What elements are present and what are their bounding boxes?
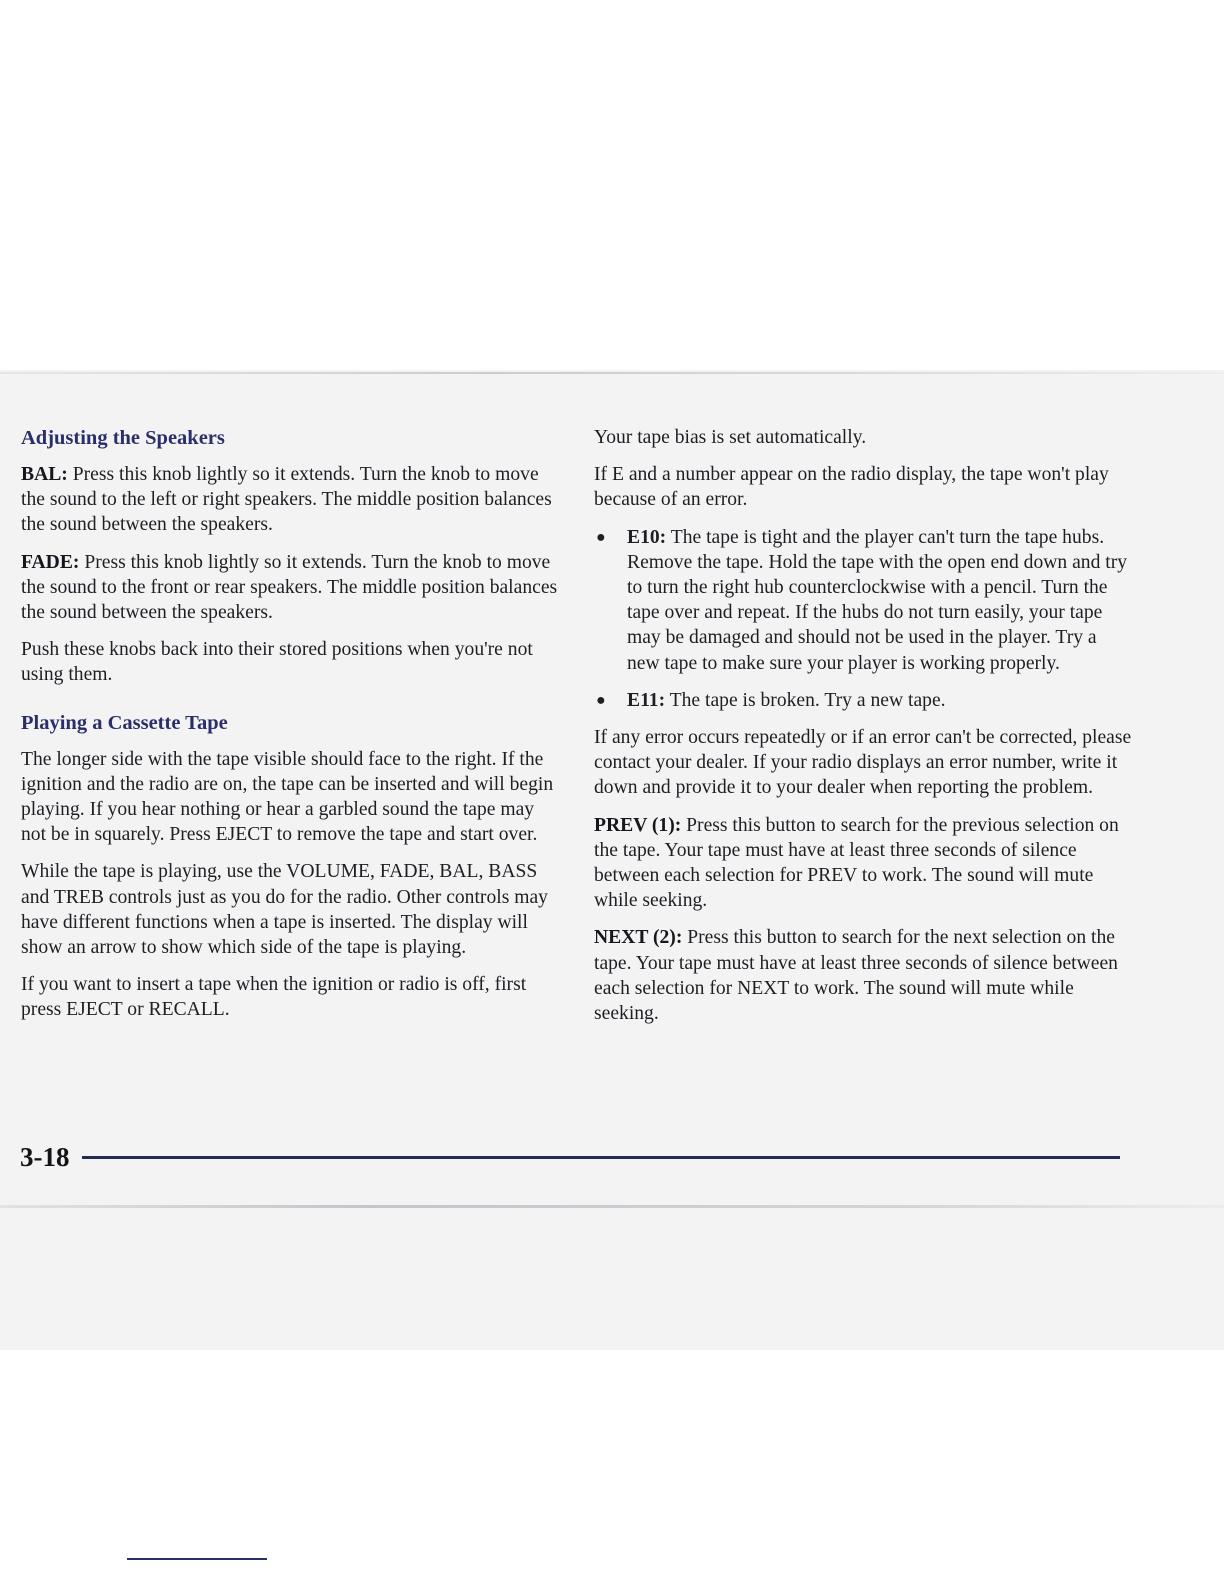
prev-text: Press this button to search for the previous selection on the tape. Your tape must have at least three seconds of silence between each selection for PREV to work. The sound will mute while seeking. [594,814,1119,912]
footer-rule [82,1156,1120,1159]
bal-paragraph [21,462,561,538]
bal-text: Press this knob lightly so it extends. Turn the knob to move the sound to the left or right speakers. The middle position balances the sound between the speakers. [21,464,552,536]
next-text: Press this button to search for the next selection on the tape. Your tape must have at least three seconds of silence between each selection for NEXT to work. The sound will mute while seeking. [594,927,1118,1025]
push-knobs-paragraph: Push these knobs back into their stored positions when you're not using them. [21,639,533,686]
error-text: The tape is broken. Try a new tape. [665,689,946,711]
error-list [594,525,1134,713]
stray-rule-line [127,1558,267,1560]
error-code: E11: [627,689,666,711]
tape-bias-paragraph: Your tape bias is set automatically. [594,427,867,448]
left-column [21,425,561,1035]
cassette-paragraph-2: While the tape is playing, use the VOLUME, FADE, BAL, BASS and TREB controls just as you do for the radio. Other controls may have different functions when a tape is inserted. The display will show an arrow to show which side of the tape is playing. [21,861,548,959]
bullet-icon: ● [596,691,606,709]
cassette-paragraph-1: The longer side with the tape visible should face to the right. If the ignition and the radio are on, the tape can be inserted and will begin playing. If you hear nothing or hear a garbled sound the tape may not be in squarely. Press EJECT to remove the tape and start over. [21,748,554,846]
error-code: E10: [627,526,667,548]
right-column [594,425,1134,1038]
fade-text: Press this knob lightly so it extends. Turn the knob to move the sound to the front or rear speakers. The middle position balances the sound between the speakers. [21,551,558,624]
error-text: The tape is tight and the player can't turn the tape hubs. Remove the tape. Hold the tape with the open end down and try to turn the right hub counterclockwise with a pencil. Turn the tape over and repeat. If the hubs do not turn easily, your tape may be damaged and should not be used in the player. Try a new tape to make sure your player is working properly. [627,526,1128,674]
error-repeat-paragraph: If any error occurs repeatedly or if an error can't be corrected, please contact your dealer. If your radio displays an error number, write it down and provide it to your dealer when reporting the problem. [594,727,1132,799]
prev-label: PREV (1): [594,814,682,836]
prev-paragraph [594,813,1134,914]
fade-paragraph [21,550,561,626]
next-label: NEXT (2): [594,927,683,949]
cassette-paragraph-3: If you want to insert a tape when the ignition or radio is off, first press EJECT or RECALL. [21,974,527,1021]
heading-playing-cassette: Playing a Cassette Tape [21,711,228,734]
next-paragraph [594,925,1134,1026]
error-item-e10 [594,525,1134,676]
error-item-e11 [594,688,1134,713]
scan-top-edge [0,372,1224,374]
bullet-icon: ● [596,528,606,546]
bal-label: BAL: [21,464,68,485]
page-footer [20,1140,1120,1176]
page-number: 3-18 [20,1142,70,1172]
error-intro-paragraph: If E and a number appear on the radio display, the tape won't play because of an error. [594,464,1109,511]
heading-adjusting-speakers: Adjusting the Speakers [21,427,225,449]
fade-label: FADE: [21,551,80,573]
scan-bottom-edge [0,1205,1224,1208]
